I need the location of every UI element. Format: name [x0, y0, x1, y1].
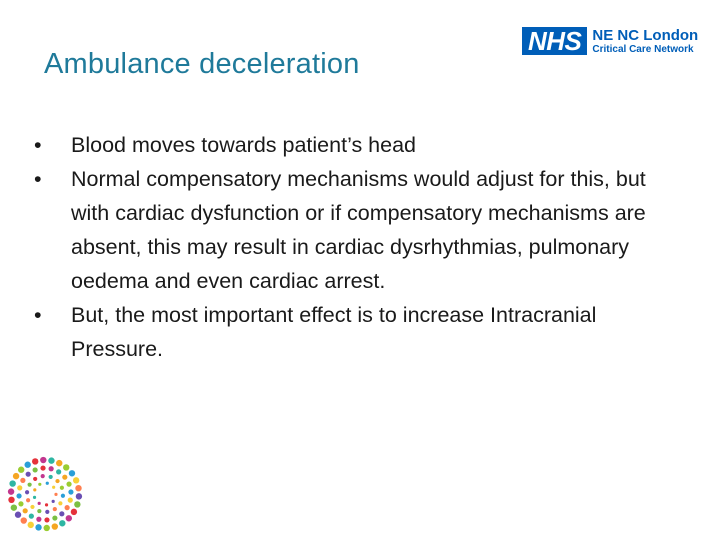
decoration-dot	[52, 500, 55, 503]
decoration-dot	[63, 464, 69, 470]
decoration-dot	[55, 479, 59, 483]
decoration-dot	[37, 509, 41, 513]
decoration-dot	[54, 493, 57, 496]
decoration-dot	[65, 505, 70, 510]
bullet-item	[34, 128, 684, 162]
decoration-dot	[26, 498, 30, 502]
decoration-dot	[49, 466, 54, 471]
decoration-dot	[45, 510, 49, 514]
decoration-dot	[73, 477, 79, 483]
decoration-dot	[20, 478, 25, 483]
decoration-dot	[66, 482, 71, 487]
nhs-logo-mark: NHS	[522, 27, 587, 55]
decoration-dot	[8, 497, 14, 503]
bullet-item	[34, 162, 684, 298]
decoration-dot	[40, 465, 45, 470]
decoration-dot	[25, 490, 29, 494]
decoration-dot	[56, 469, 61, 474]
decoration-dot	[40, 457, 46, 463]
decoration-dot	[71, 509, 77, 515]
decoration-dot	[38, 502, 41, 505]
decoration-dot	[60, 486, 64, 490]
decoration-dot	[18, 467, 24, 473]
decoration-dot	[76, 493, 82, 499]
decoration-dot	[69, 470, 75, 476]
decoration-dot	[11, 504, 17, 510]
decoration-dot	[48, 457, 54, 463]
decoration-dot	[23, 508, 28, 513]
bullet-text: But, the most important effect is to increase Intracranial Pressure.	[71, 303, 597, 361]
bullet-list	[34, 128, 684, 366]
decoration-dot	[75, 485, 81, 491]
bullet-icon	[34, 298, 54, 332]
decoration-dot	[24, 462, 30, 468]
decoration-dot	[32, 458, 38, 464]
decoration-dot	[17, 485, 22, 490]
decoration-dot	[53, 507, 57, 511]
decoration-dot	[29, 514, 34, 519]
decoration-dot	[33, 467, 38, 472]
decoration-dot	[35, 524, 41, 530]
decoration-dot	[33, 496, 36, 499]
slide-title: Ambulance deceleration	[44, 48, 360, 80]
decoration-dot	[21, 517, 27, 523]
decoration-dot	[52, 523, 58, 529]
logo-network-name: NE NC London	[592, 26, 699, 44]
decoration-dot	[26, 472, 31, 477]
decoration-dot	[66, 515, 72, 521]
decoration-dot	[28, 522, 34, 528]
dotted-ring-decoration-icon	[6, 455, 84, 533]
decoration-dot	[8, 488, 14, 494]
bullet-icon	[34, 162, 54, 196]
decoration-dot	[45, 503, 48, 506]
decoration-dot	[56, 460, 62, 466]
decoration-dot	[74, 501, 80, 507]
decoration-dot	[38, 483, 41, 486]
bullet-item	[34, 298, 684, 366]
decoration-dot	[58, 501, 62, 505]
decoration-dot	[59, 511, 64, 516]
decoration-dot	[44, 517, 49, 522]
decoration-dot	[33, 488, 36, 491]
decoration-dot	[18, 501, 23, 506]
decoration-dot	[9, 480, 15, 486]
decoration-dot	[61, 494, 65, 498]
decoration-dot	[68, 498, 73, 503]
decoration-dot	[33, 477, 37, 481]
decoration-dot	[44, 525, 50, 531]
bullet-icon	[34, 128, 54, 162]
decoration-dot	[52, 486, 55, 489]
decoration-dot	[41, 474, 45, 478]
decoration-dot	[36, 517, 41, 522]
bullet-text: Blood moves towards patient’s head	[71, 133, 417, 157]
decoration-dot	[30, 505, 34, 509]
decoration-dot	[46, 482, 49, 485]
logo-text	[592, 28, 698, 55]
decoration-dot	[52, 515, 57, 520]
bullet-text: Normal compensatory mechanisms would adjust for this, but with cardiac dysfunction or if compensatory mechanisms are absent, this may result in cardiac dysrhythmias, pulmonary oedema and even cardiac arrest.	[71, 167, 646, 293]
decoration-dot	[13, 473, 19, 479]
decoration-dot	[62, 475, 67, 480]
decoration-dot	[49, 475, 53, 479]
decoration-dot	[15, 512, 21, 518]
decoration-dot	[68, 489, 73, 494]
nhs-logo	[522, 27, 698, 55]
decoration-dot	[59, 520, 65, 526]
decoration-dot	[16, 493, 21, 498]
logo-network-subtitle: Critical Care Network	[592, 43, 694, 55]
decoration-dot	[28, 483, 32, 487]
